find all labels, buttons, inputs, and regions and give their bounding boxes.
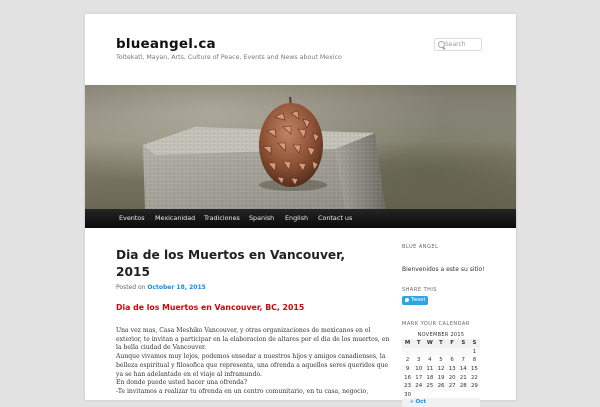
post-body-line: -Te invitamos a realizar tu ofrenda en un centro comunitario, en tu casa, negocio,: [116, 387, 369, 395]
calendar-day: 22: [469, 373, 480, 382]
nav-item-english[interactable]: English: [285, 214, 309, 222]
calendar-day: 7: [458, 356, 469, 365]
calendar-day: 4: [424, 356, 435, 365]
calendar-day: 10: [413, 365, 424, 374]
twitter-bird-icon: [405, 298, 409, 302]
header-image: [85, 85, 516, 209]
widget-title-blue-angel: BLUE ANGEL: [402, 244, 439, 250]
widget-title-share: SHARE THIS: [402, 287, 438, 293]
calendar-day: 14: [458, 365, 469, 374]
calendar-day: 15: [469, 365, 480, 374]
calendar-header-row: [402, 339, 480, 348]
post-subtitle: Dia de los Muertos en Vancouver, BC, 2015: [116, 303, 305, 312]
calendar-day: 12: [435, 365, 446, 374]
welcome-text: Bienvenidos a este su sitio!: [402, 266, 485, 273]
calendar-week-row: [402, 365, 480, 374]
post-title-line[interactable]: Dia de los Muertos en Vancouver,: [116, 248, 346, 262]
calendar-day: 23: [402, 382, 413, 391]
post-title-line[interactable]: 2015: [116, 265, 150, 279]
calendar-day: 26: [435, 382, 446, 391]
calendar-day-header: T: [413, 339, 424, 348]
calendar-day: 21: [458, 373, 469, 382]
calendar-week-row: [402, 382, 480, 391]
search-box[interactable]: [434, 38, 482, 51]
calendar-day: 30: [402, 391, 413, 400]
calendar-day: [435, 348, 446, 357]
tweet-button[interactable]: [402, 296, 428, 305]
post-body-line: En donde puede usted hacer una ofrenda?: [116, 379, 248, 387]
calendar-day: 25: [424, 382, 435, 391]
calendar-day-header: T: [435, 339, 446, 348]
search-icon: [438, 41, 445, 48]
page-container: [85, 14, 516, 405]
calendar-table: [402, 339, 480, 399]
pinecone-on-granite-image: [85, 85, 516, 209]
main-navigation: [85, 209, 516, 228]
site-title[interactable]: blueangel.ca: [116, 36, 216, 52]
calendar-day: 9: [402, 365, 413, 374]
calendar-day: 2: [402, 356, 413, 365]
calendar-day: 24: [413, 382, 424, 391]
site-description: Toltekatl, Mayan, Arts, Culture of Peace, Events and News about Mexico: [116, 54, 342, 61]
calendar-day: 8: [469, 356, 480, 365]
calendar-day: 27: [447, 382, 458, 391]
calendar-day: 29: [469, 382, 480, 391]
calendar-day: [458, 348, 469, 357]
calendar-day-header: W: [424, 339, 435, 348]
post-body-line: belleza espiritual y filosofica que representa, una ofrenda a aquellos seres queridos que: [116, 361, 389, 369]
calendar-day-header: S: [458, 339, 469, 348]
calendar-day: 17: [413, 373, 424, 382]
calendar-day: 5: [435, 356, 446, 365]
calendar-day: [402, 348, 413, 357]
calendar-week-row: [402, 356, 480, 365]
tweet-label: Tweet: [411, 297, 426, 303]
nav-item-spanish[interactable]: Spanish: [249, 214, 275, 222]
post-body-line: la bella ciudad de Vancouver.: [116, 344, 207, 352]
calendar-day: 6: [447, 356, 458, 365]
widget-title-calendar: MARK YOUR CALENDAR: [402, 321, 470, 327]
post-title[interactable]: [116, 247, 356, 281]
calendar-day: 20: [447, 373, 458, 382]
calendar-day: 1: [469, 348, 480, 357]
calendar-day: 19: [435, 373, 446, 382]
nav-item-mexicanidad[interactable]: Mexicanidad: [155, 214, 196, 222]
calendar-day: [413, 348, 424, 357]
nav-item-contact-us[interactable]: Contact us: [318, 214, 353, 222]
post-body-line: Aunque vivamos muy lejos, podemos ensedar a nuestros hijos y amigos canadienses, la: [116, 353, 386, 361]
calendar-day-header: F: [447, 339, 458, 348]
calendar-prev-month-link[interactable]: « Oct: [402, 398, 480, 407]
calendar-week-row: [402, 373, 480, 382]
calendar-day: 11: [424, 365, 435, 374]
calendar-day-header: S: [469, 339, 480, 348]
post-body-line: exterior, te invitan a participar en la elaboracion de altares por el dia de los muertos, en: [116, 335, 390, 343]
posted-on-label: Posted on: [116, 284, 146, 291]
post-meta: [116, 284, 206, 291]
post-body-line: Una vez mas, Casa Meshiko Vancouver, y otras organizaciones de mexicanos en el: [116, 327, 371, 334]
post-body-line: ya se han adelantado en el viaje al inframundo.: [116, 370, 262, 378]
nav-item-tradiciones[interactable]: Tradiciones: [204, 214, 240, 222]
calendar-day: 28: [458, 382, 469, 391]
calendar-day: [424, 348, 435, 357]
nav-item-eventos[interactable]: Eventos: [119, 214, 145, 222]
calendar-day: 13: [447, 365, 458, 374]
search-input[interactable]: [445, 39, 481, 50]
calendar-day: 3: [413, 356, 424, 365]
calendar-day-header: M: [402, 339, 413, 348]
calendar-week-row: [402, 348, 480, 357]
calendar-day: 16: [402, 373, 413, 382]
calendar-caption: NOVEMBER 2015: [417, 332, 465, 338]
post-date-link[interactable]: October 18, 2015: [147, 284, 206, 291]
post-body: [116, 327, 390, 397]
calendar-day: [447, 348, 458, 357]
calendar-day: 18: [424, 373, 435, 382]
